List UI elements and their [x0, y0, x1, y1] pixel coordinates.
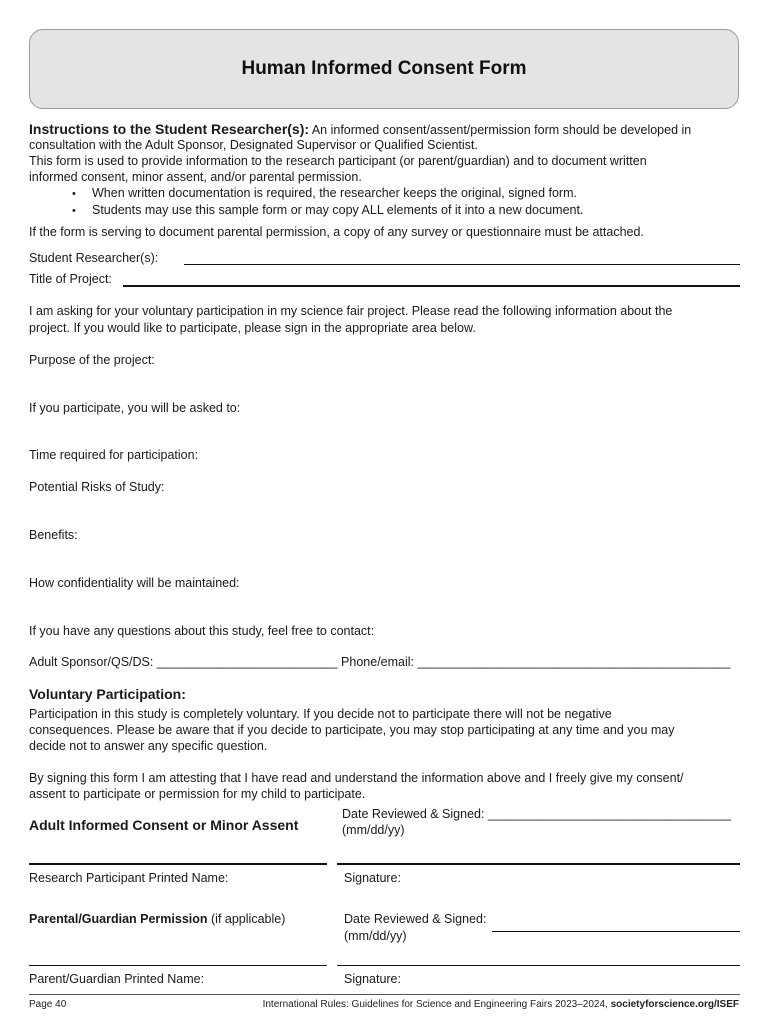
attest-line-2: assent to participate or permission for my child to participate.: [29, 787, 366, 801]
parental-permission-bold: Parental/Guardian Permission: [29, 912, 208, 926]
page-title: Human Informed Consent Form: [241, 58, 527, 79]
instructions-text-3: This form is used to provide information to the research participant (or parent/guardian) and to document written: [29, 154, 647, 168]
voluntary-line-3: decide not to answer any specific question.: [29, 739, 268, 753]
title-of-project-label: Title of Project:: [29, 272, 112, 286]
date-format-2: (mm/dd/yy): [344, 929, 407, 943]
parental-permission-note: (if applicable): [207, 912, 286, 926]
asked-to-label: If you participate, you will be asked to:: [29, 401, 241, 415]
parental-note: If the form is serving to document parental permission, a copy of any survey or questionnaire must be attached.: [29, 225, 644, 239]
adult-consent-heading: Adult Informed Consent or Minor Assent: [29, 817, 299, 833]
voluntary-line-1: Participation in this study is completely voluntary. If you decide not to participate there will not be negative: [29, 707, 612, 721]
parent-signature-line[interactable]: [337, 965, 740, 966]
instructions-bullet-1: When written documentation is required, the researcher keeps the original, signed form.: [92, 186, 577, 200]
confidentiality-label: How confidentiality will be maintained:: [29, 576, 240, 590]
voluntary-line-2: consequences. Please be aware that if you decide to participate, you may stop participating at any time and you may: [29, 723, 675, 737]
participant-signature-line[interactable]: [337, 863, 740, 865]
purpose-label: Purpose of the project:: [29, 353, 155, 367]
attest-line-1: By signing this form I am attesting that I have read and understand the information above and I freely give my consent/: [29, 771, 684, 785]
bullet-dot: •: [72, 188, 76, 200]
instructions-bullet-2: Students may use this sample form or may copy ALL elements of it into a new document.: [92, 203, 584, 217]
title-banner: [29, 29, 739, 109]
questions-label: If you have any questions about this study, feel free to contact:: [29, 624, 375, 638]
participant-signature-label: Signature:: [344, 871, 401, 885]
intro-line-1: I am asking for your voluntary participation in my science fair project. Please read the following information about the: [29, 304, 673, 318]
participant-name-line[interactable]: [29, 863, 327, 865]
parent-name-line[interactable]: [29, 965, 327, 966]
footer-site-link[interactable]: societyforscience.org/ISEF: [610, 999, 739, 1010]
footer-guidelines: International Rules: Guidelines for Science and Engineering Fairs 2023–2024,: [262, 999, 608, 1010]
contact-line[interactable]: Adult Sponsor/QS/DS: __________________________ Phone/email: _____________________________________________: [29, 655, 731, 669]
student-researchers-line[interactable]: [184, 264, 740, 265]
instructions-line-1: [29, 121, 691, 137]
student-researchers-label: Student Researcher(s):: [29, 251, 159, 265]
date-signed-line-2[interactable]: [492, 931, 740, 932]
time-required-label: Time required for participation:: [29, 448, 199, 462]
participant-name-label: Research Participant Printed Name:: [29, 871, 229, 885]
parent-name-label: Parent/Guardian Printed Name:: [29, 972, 205, 986]
footer-page-number: Page 40: [29, 999, 67, 1010]
instructions-text-4: informed consent, minor assent, and/or parental permission.: [29, 170, 362, 184]
risks-label: Potential Risks of Study:: [29, 480, 165, 494]
intro-line-2: project. If you would like to participate, please sign in the appropriate area below.: [29, 321, 476, 335]
instructions-heading: Instructions to the Student Researcher(s):: [29, 121, 310, 137]
instructions-text-2: consultation with the Adult Sponsor, Designated Supervisor or Qualified Scientist.: [29, 138, 478, 152]
date-reviewed-signed-2: Date Reviewed & Signed:: [344, 912, 487, 926]
voluntary-heading: Voluntary Participation:: [29, 686, 186, 702]
date-format-1: (mm/dd/yy): [342, 823, 405, 837]
parental-permission-heading: [29, 912, 285, 926]
footer-citation: [263, 999, 739, 1010]
footer-divider: [29, 994, 740, 995]
bullet-dot: •: [72, 205, 76, 217]
title-of-project-line[interactable]: [123, 285, 740, 287]
date-reviewed-signed-1[interactable]: Date Reviewed & Signed: ___________________________________: [342, 807, 732, 821]
parent-signature-label: Signature:: [344, 972, 401, 986]
instructions-text-1: An informed consent/assent/permission form should be developed in: [311, 123, 692, 137]
benefits-label: Benefits:: [29, 528, 78, 542]
